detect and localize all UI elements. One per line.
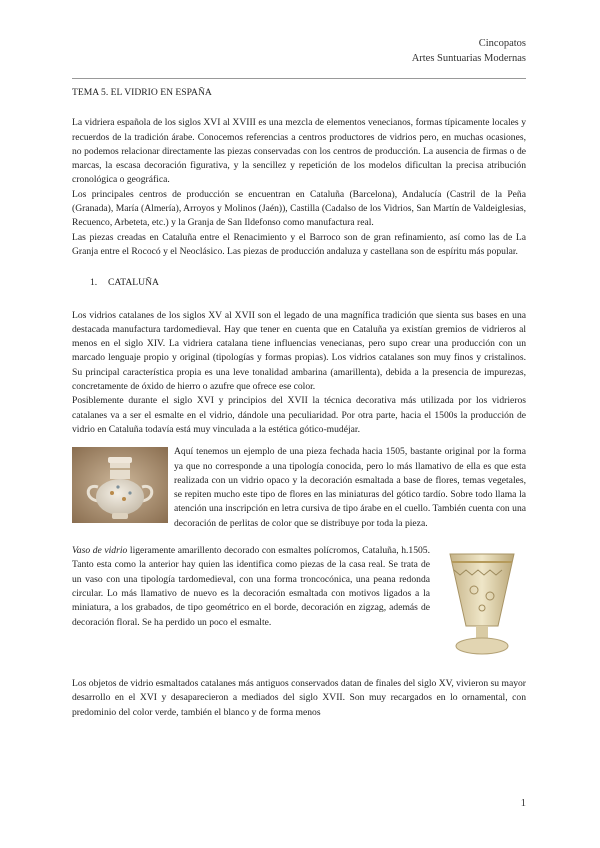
section-heading [72,276,526,290]
intro-paragraph-2: Los principales centros de producción se encuentran en Cataluña (Barcelona), Andalucía (Castril de la Peña (Granada), María (Almería), Arroyos y Molinos (Jaén)), Castilla (Cadalso de los Vidrios, San Martín de Valdeiglesias, Recuenco, Arbeteta, etc.) y la Granja de San Ildefonso como manufactura real. [72,188,526,229]
catalonia-closing-paragraph: Los objetos de vidrio esmaltados catalanes más antiguos conservados datan de finales del siglo XV, vivieron su mayor desarrollo en el XVI y desaparecieron a mediados del siglo XVII. Son muy recargados en lo ornamental, con predominio del color verde, también el blanco y de forma menos [72,678,526,718]
catalonia-paragraph-1: Los vidrios catalanes de los siglos XV al XVII son el legado de una magnífica tradición que sienta sus bases en una destacada manufactura tardomedieval. Hay que tener en cuenta que en Cataluña ya existían gremios de vidrieros al menos en el siglo XIV. La vidriera catalana tiene influencias venecianas, pero supo crear una producción con un marcado lenguaje propio y original (tipologías y formas propias). Los vidrios catalanes son muy finos y cristalinos. Su principal característica propia es una leve tonalidad ambarina (amarillenta), debida a la presencia de impurezas, concretamente de óxido de hierro o azufre que ofrece ese color. [72,309,526,393]
header-rule [72,78,526,79]
page-title: TEMA 5. EL VIDRIO EN ESPAÑA [72,87,212,98]
page-header [412,36,526,66]
catalonia-paragraph-2: Posiblemente durante el siglo XVI y principios del XVII la técnica decorativa más utilizada por los vidrieros catalanes va a ser el esmalte en el vidrio, dándole una peculiaridad. Por otra parte, hacia el 1500s la producción de vidrio en Cataluña todavía está muy vinculada a la estética gótico-mudéjar. [72,395,526,435]
figure2-title: Vaso de vidrio [72,545,128,557]
enamelled-beaker-image [438,546,526,662]
header-author: Cincopatos [478,38,526,49]
document-body [72,86,526,720]
figure1-caption: Aquí tenemos un ejemplo de una pieza fechada hacia 1505, bastante original por la forma ya que no corresponde a una tipología conocida, pero lo más llamativo de ella es que esta realizada con un vidrio opaco y la decoración esmaltada a base de flores, temas vegetales, se repiten mucho este tipo de flores en las miniaturas del gótico tardío. Sobre todo llama la atención una inscripción en letra cursiva de tipo árabe en el cuello. También cuenta con una decoración de perlitas de color que se distribuye por toda la pieza. [174,446,526,529]
section-number: 1. [90,277,98,289]
figure2-text: ligeramente amarillento decorado con esmaltes polícromos, Cataluña, h.1505. Tanto esta como la anterior hay quien las identifica como piezas de la casa real. Se trata de un vaso con una tipología tardomedieval, con una forma troncocónica, una peana redonda circular. Lo más llamativo de nuevo es la decoración esmaltada con motivos ligados a la miniatura, a los grabados, de tipo geométrico en el borde, decoración en zigzag, además de decoración floral. Se ha perdido un poco el esmalte. [72,545,430,628]
section-title: CATALUÑA [108,277,159,289]
intro-paragraph-3: Las piezas creadas en Cataluña entre el Renacimiento y el Barroco son de gran refinamiento, así como las de La Granja entre el Rococó y el Neoclásico. Las piezas de producción andaluza y castellana son de espíritu más popular. [72,231,526,257]
intro-paragraph-1: La vidriera española de los siglos XVI al XVIII es una mezcla de elementos venecianos, formas típicamente locales y recuerdos de la tradición árabe. Conocemos referencias a centros productores de vidrios pero, en muchas ocasiones, no podemos relacionar directamente las piezas conservadas con los centros de producción. La ausencia de firmas o de marcas, la escasa decoración figurativa, y la sencillez y repetición de los modelos dificultan la precisa atribución cronológica o geográfica. [72,117,526,186]
enamelled-jar-image [72,447,168,523]
header-course: Artes Suntuarias Modernas [411,53,526,64]
page-number: 1 [520,798,526,809]
